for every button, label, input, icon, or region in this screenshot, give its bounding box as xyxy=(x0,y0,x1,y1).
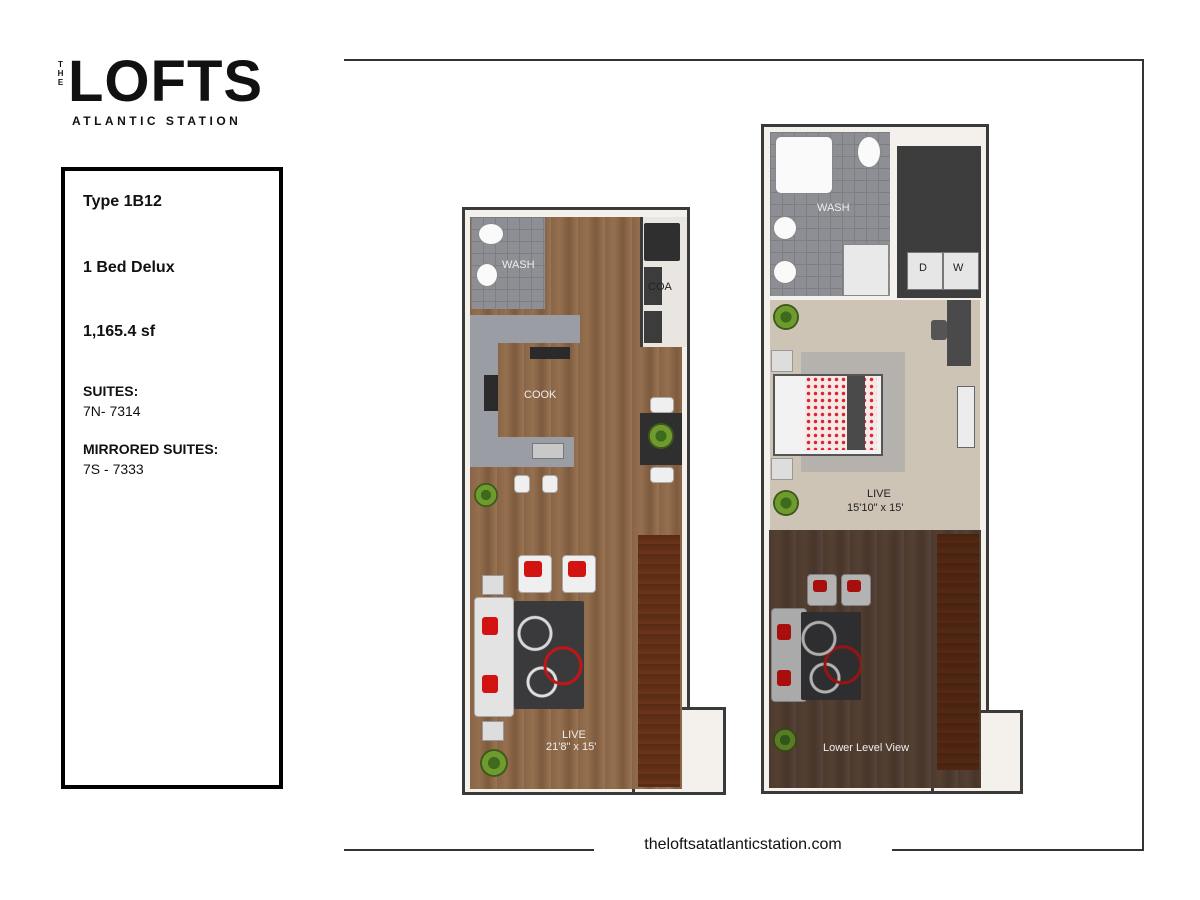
dryer-label: D xyxy=(919,262,927,274)
desk-icon xyxy=(947,300,971,366)
plant-icon xyxy=(773,728,797,752)
plant-icon xyxy=(648,423,674,449)
lower-live-dims: 21'8" x 15' xyxy=(546,741,597,753)
logo-the: THE xyxy=(56,60,65,87)
bedspread xyxy=(805,376,877,450)
floorplan-lower-level xyxy=(462,207,726,795)
suites-label: SUITES: xyxy=(83,383,139,399)
unit-info-panel xyxy=(61,167,283,789)
pillow-icon xyxy=(777,670,791,686)
pillow-icon xyxy=(524,561,542,577)
plant-icon xyxy=(474,483,498,507)
nightstand xyxy=(771,458,793,480)
stool-icon xyxy=(514,475,530,493)
lower-live-label: LIVE xyxy=(562,729,586,741)
frame-right-line xyxy=(1142,59,1144,851)
upper-staircase xyxy=(937,534,979,770)
pillow-icon xyxy=(482,675,498,693)
mirrored-label: MIRRORED SUITES: xyxy=(83,441,219,457)
frame-top-line xyxy=(344,59,1144,61)
toilet-icon xyxy=(478,223,504,245)
sink-icon xyxy=(476,263,498,287)
frame-bottom-left-line xyxy=(344,849,594,851)
dining-chair xyxy=(650,397,674,413)
frame-bottom-right-line xyxy=(892,849,1144,851)
walk-in-closet xyxy=(897,146,981,242)
area-rug xyxy=(801,612,861,700)
pillow-icon xyxy=(813,580,827,592)
side-table xyxy=(482,721,504,741)
website-link[interactable]: theloftsatatlanticstation.com xyxy=(644,836,842,853)
sink-icon xyxy=(773,260,797,284)
tv-icon xyxy=(957,386,975,448)
mirrored-value: 7S - 7333 xyxy=(83,461,144,477)
lower-wash-label: WASH xyxy=(502,259,535,271)
kitchen-sink-icon xyxy=(532,443,564,459)
closet-sink-icon xyxy=(644,223,680,261)
shower-icon xyxy=(843,244,889,296)
pillow-icon xyxy=(568,561,586,577)
logo-title: LOFTS xyxy=(68,49,264,114)
unit-area: 1,165.4 sf xyxy=(83,323,156,340)
plant-icon xyxy=(480,749,508,777)
toilet-icon xyxy=(857,136,881,168)
plant-icon xyxy=(773,490,799,516)
logo-subtitle: ATLANTIC STATION xyxy=(72,114,242,128)
range-hood-icon xyxy=(530,347,570,359)
side-table xyxy=(482,575,504,595)
pillow-icon xyxy=(777,624,791,640)
area-rug xyxy=(514,601,584,709)
lower-level-view-label: Lower Level View xyxy=(823,742,910,754)
desk-chair-icon xyxy=(931,320,947,340)
nightstand xyxy=(771,350,793,372)
stool-icon xyxy=(542,475,558,493)
sink-icon xyxy=(773,216,797,240)
closet-shelf-2 xyxy=(644,311,662,343)
unit-bed: 1 Bed Delux xyxy=(83,259,175,276)
upper-live-label: LIVE xyxy=(867,488,891,500)
bathtub-icon xyxy=(775,136,833,194)
cook-label: COOK xyxy=(524,389,557,401)
pillow-icon xyxy=(482,617,498,635)
coat-label: COA xyxy=(648,281,672,293)
upper-live-dims: 15'10" x 15' xyxy=(847,502,904,514)
unit-type: Type 1B12 xyxy=(83,193,162,210)
plant-icon xyxy=(773,304,799,330)
suites-value: 7N- 7314 xyxy=(83,403,141,419)
bed-blanket xyxy=(847,376,865,450)
dining-chair xyxy=(650,467,674,483)
upper-wash-label: WASH xyxy=(817,202,850,214)
floorplan-upper-level xyxy=(761,124,1023,794)
sofa xyxy=(474,597,514,717)
pillow-icon xyxy=(847,580,861,592)
washer-label: W xyxy=(953,262,964,274)
lower-staircase xyxy=(638,535,680,787)
stove-icon xyxy=(484,375,498,411)
